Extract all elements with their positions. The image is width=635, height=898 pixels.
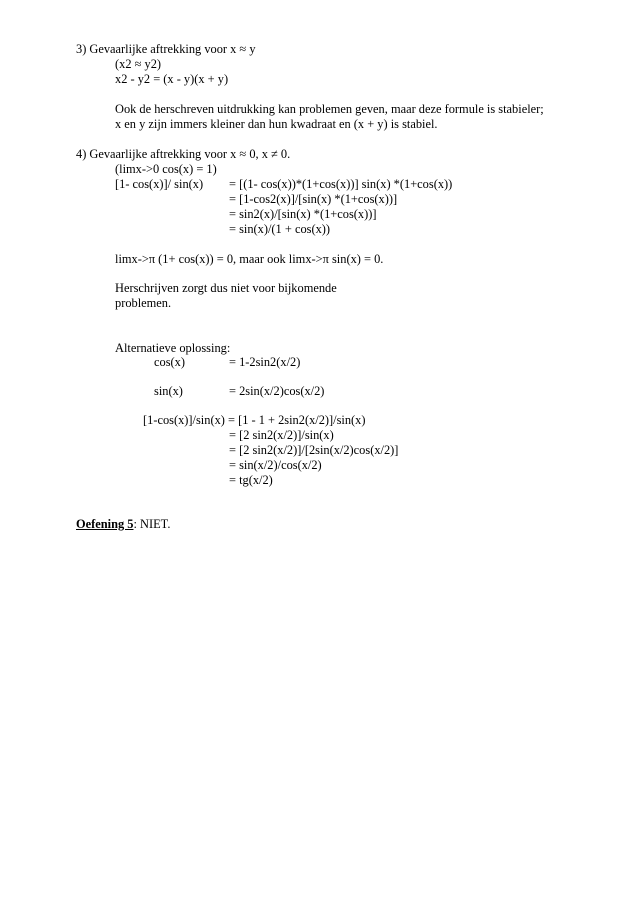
alternative-derivation-step: = tg(x/2) — [229, 473, 273, 487]
section4-conclusion-line2: problemen. — [115, 296, 172, 310]
section4-step: = sin2(x)/[sin(x) *(1+cos(x))] — [229, 207, 377, 221]
section4-limit-note: limx->π (1+ cos(x)) = 0, maar ook limx->π sin(x) = 0. — [115, 252, 384, 266]
alternative-heading: Alternatieve oplossing: — [115, 341, 231, 355]
alternative-derivation-step: = [2 sin2(x/2)]/[2sin(x/2)cos(x/2)] — [229, 443, 399, 457]
exercise5-label: Oefening 5 — [76, 517, 134, 531]
section4-step: = [(1- cos(x))*(1+cos(x))] sin(x) *(1+cos(x)) — [229, 177, 453, 191]
alternative-cos-lhs: cos(x) — [154, 355, 185, 369]
alternative-cos-rhs: = 1-2sin2(x/2) — [229, 355, 301, 369]
section4-conclusion-line1: Herschrijven zorgt dus niet voor bijkomende — [115, 281, 337, 295]
alternative-sin-rhs: = 2sin(x/2)cos(x/2) — [229, 384, 325, 398]
section4-heading: 4) Gevaarlijke aftrekking voor x ≈ 0, x ≠ 0. — [76, 147, 291, 161]
alternative-derivation-lhs: [1-cos(x)]/sin(x) = [1 - 1 + 2sin2(x/2)]/sin(x) — [143, 413, 366, 427]
section4-step: = sin(x)/(1 + cos(x)) — [229, 222, 331, 236]
section4-limit-line: (limx->0 cos(x) = 1) — [115, 162, 217, 176]
section4-step: = [1-cos2(x)]/[sin(x) *(1+cos(x))] — [229, 192, 398, 206]
alternative-derivation-step: = [2 sin2(x/2)]/sin(x) — [229, 428, 334, 442]
section3-heading: 3) Gevaarlijke aftrekking voor x ≈ y — [76, 42, 256, 56]
alternative-derivation-step: = sin(x/2)/cos(x/2) — [229, 458, 322, 472]
section3-line1: (x2 ≈ y2) — [115, 57, 162, 71]
section4-lhs: [1- cos(x)]/ sin(x) — [115, 177, 204, 191]
section3-para2: x en y zijn immers kleiner dan hun kwadraat en (x + y) is stabiel. — [115, 117, 438, 131]
exercise5-line — [76, 517, 170, 532]
section3-line2: x2 - y2 = (x - y)(x + y) — [115, 72, 229, 86]
exercise5-text: : NIET. — [133, 517, 171, 531]
alternative-sin-lhs: sin(x) — [154, 384, 183, 398]
section3-para1: Ook de herschreven uitdrukking kan problemen geven, maar deze formule is stabieler; — [115, 102, 544, 116]
